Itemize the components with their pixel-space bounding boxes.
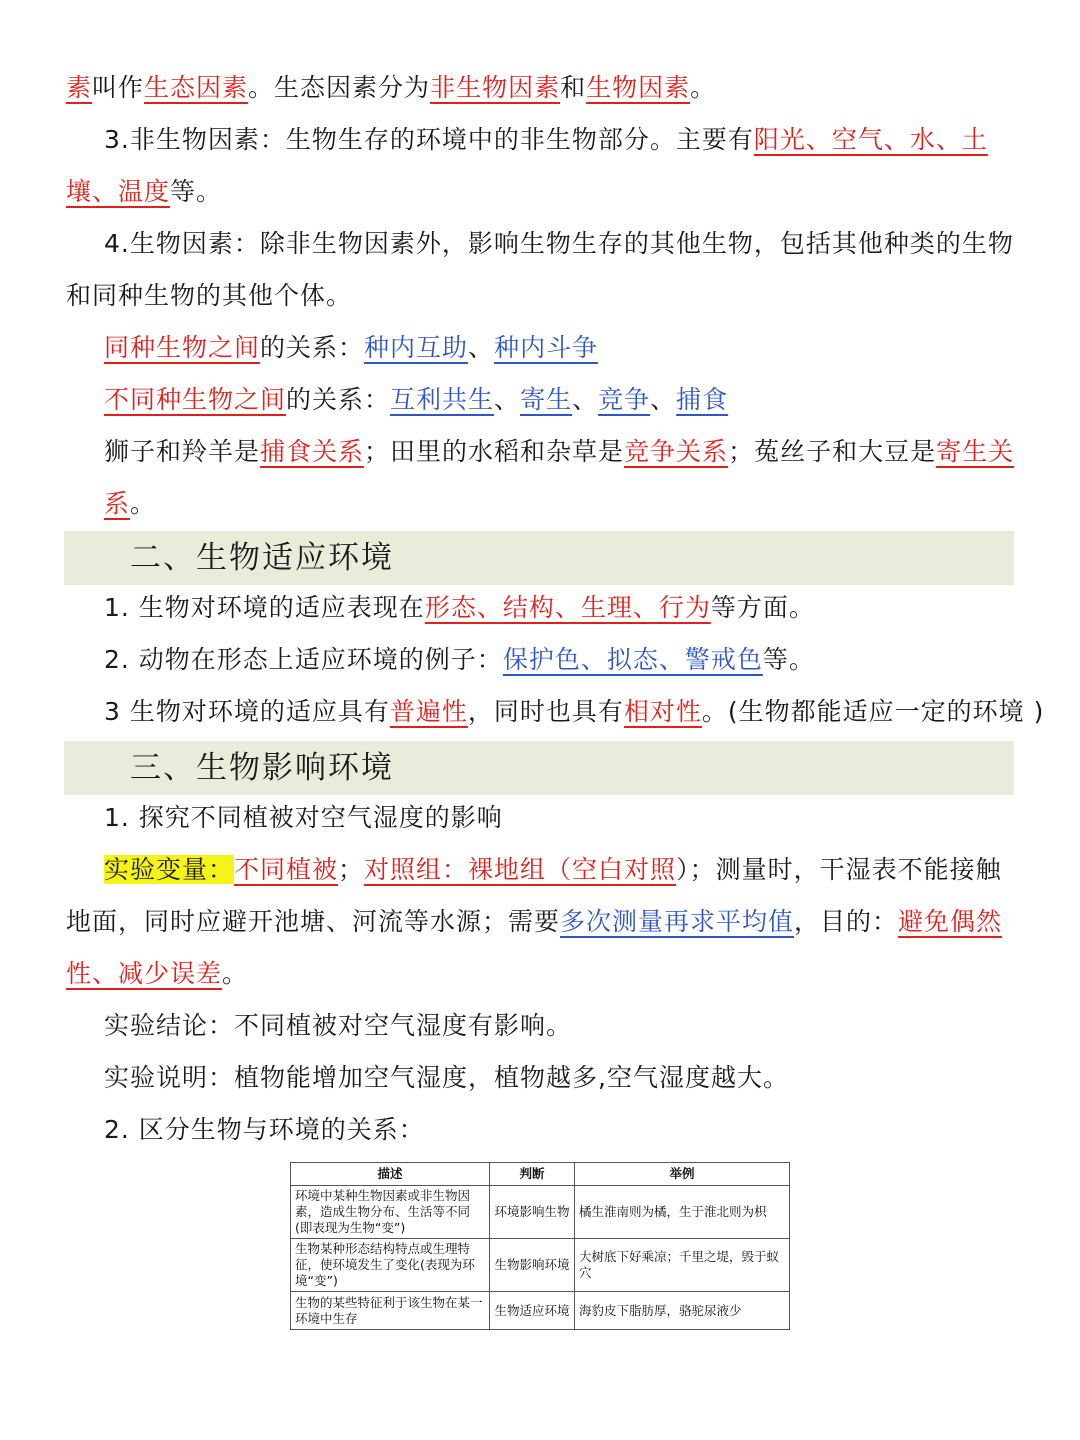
text-line: [0, 792, 1080, 844]
section-title: 三、生物影响环境: [130, 750, 394, 786]
highlighted-label: 实验变量：: [104, 855, 235, 884]
row-judgement: 生物适应环境: [490, 1292, 575, 1330]
example-term: 捕食: [676, 385, 729, 414]
text-line: [0, 844, 1080, 896]
row-description: 环境中某种生物因素或非生物因素，造成生物分布、生活等不同(即表现为生物“变”): [291, 1186, 490, 1239]
text-segment: 叫作: [92, 73, 145, 102]
example-term: 多次测量再求平均值: [560, 907, 795, 936]
row-judgement: 生物影响环境: [490, 1239, 575, 1292]
text-line: [0, 218, 1080, 270]
key-term: 同种生物之间: [104, 333, 261, 362]
text-segment: 、: [494, 385, 521, 414]
text-segment: 。生态因素分为: [248, 73, 431, 102]
key-term: 系: [104, 489, 131, 518]
text-segment: 2. 动物在形态上适应环境的例子：: [104, 645, 503, 674]
text-line: [0, 166, 1080, 218]
key-term: 不同植被: [234, 855, 339, 884]
example-term: 保护色、拟态、警戒色: [502, 645, 763, 674]
key-term: 竞争关系: [624, 437, 729, 466]
text-line: [0, 582, 1080, 634]
key-term: 对照组：裸地组（空白对照: [364, 855, 677, 884]
key-term: 避免偶然: [898, 907, 1003, 936]
text-segment: 3.非生物因素：生物生存的环境中的非生物部分。主要有: [104, 125, 754, 154]
text-segment: 实验说明：植物能增加空气湿度，植物越多,空气湿度越大。: [104, 1063, 789, 1092]
key-term: 性、减少误差: [66, 959, 223, 988]
text-line: [0, 1052, 1080, 1104]
text-segment: ；田里的水稻和杂草是: [364, 437, 625, 466]
section-heading-band: [64, 531, 1014, 585]
text-segment: 狮子和羚羊是: [104, 437, 261, 466]
text-segment: 。: [222, 959, 249, 988]
text-segment: 。: [690, 73, 717, 102]
key-term: 相对性: [623, 697, 702, 726]
text-segment: ，同时也具有: [467, 697, 624, 726]
text-segment: 和: [560, 73, 587, 102]
key-term: 素: [66, 73, 93, 102]
text-segment: 、: [650, 385, 677, 414]
text-line: [0, 374, 1080, 426]
example-term: 互利共生: [390, 385, 495, 414]
key-term: 不同种生物之间: [104, 385, 287, 414]
text-segment: 等。: [170, 177, 223, 206]
text-segment: 。(生物都能适应一定的环境 ): [701, 697, 1045, 726]
example-term: 种内互助: [364, 333, 469, 362]
key-term: 捕食关系: [260, 437, 365, 466]
text-line: [0, 62, 1080, 114]
header-description: 描述: [291, 1163, 490, 1186]
section-title: 二、生物适应环境: [130, 540, 394, 576]
key-term: 生物因素: [586, 73, 691, 102]
row-example: 大树底下好乘凉；千里之堤，毁于蚁穴: [575, 1239, 790, 1292]
row-description: 生物的某些特征利于该生物在某一环境中生存: [291, 1292, 490, 1330]
key-term: 普遍性: [389, 697, 468, 726]
example-term: 寄生: [520, 385, 573, 414]
header-example: 举例: [575, 1163, 790, 1186]
text-line: [0, 896, 1080, 948]
text-line: [0, 1104, 1080, 1156]
text-segment: 、: [468, 333, 495, 362]
header-judgement: 判断: [490, 1163, 575, 1186]
section-heading-band: [64, 741, 1014, 795]
text-segment: 。: [130, 489, 157, 518]
text-segment: 2. 区分生物与环境的关系：: [104, 1115, 425, 1144]
text-line: [0, 948, 1080, 1000]
text-segment: ）；测量时，干湿表不能接触: [676, 855, 1002, 884]
table-header-row: [291, 1163, 790, 1186]
text-line: [0, 426, 1080, 478]
text-line: [0, 270, 1080, 322]
text-segment: 的关系：: [260, 333, 365, 362]
table-row: [291, 1186, 790, 1239]
text-line: [0, 634, 1080, 686]
text-line: [0, 322, 1080, 374]
key-term: 寄生关: [936, 437, 1015, 466]
relationship-table: [290, 1162, 790, 1330]
text-segment: 4.生物因素：除非生物因素外，影响生物生存的其他生物，包括其他种类的生物: [104, 229, 1014, 258]
text-segment: ；: [338, 855, 365, 884]
text-line: [0, 478, 1080, 530]
text-segment: 和同种生物的其他个体。: [66, 281, 353, 310]
key-term: 壤、温度: [66, 177, 171, 206]
row-description: 生物某种形态结构特点或生理特征，使环境发生了变化(表现为环境“变”): [291, 1239, 490, 1292]
text-segment: ；菟丝子和大豆是: [728, 437, 937, 466]
text-segment: 地面，同时应避开池塘、河流等水源；需要: [66, 907, 561, 936]
example-term: 竞争: [598, 385, 651, 414]
text-segment: 1. 探究不同植被对空气湿度的影响: [104, 803, 503, 832]
key-term: 阳光、空气、水、土: [753, 125, 988, 154]
text-segment: 3 生物对环境的适应具有: [104, 697, 390, 726]
table-row: [291, 1239, 790, 1292]
key-term: 生态因素: [144, 73, 249, 102]
row-judgement: 环境影响生物: [490, 1186, 575, 1239]
text-segment: 等。: [762, 645, 815, 674]
text-segment: 等方面。: [710, 593, 815, 622]
example-term: 种内斗争: [494, 333, 599, 362]
key-term: 非生物因素: [430, 73, 561, 102]
table-row: [291, 1292, 790, 1330]
text-line: [0, 1000, 1080, 1052]
key-term: 形态、结构、生理、行为: [424, 593, 711, 622]
text-segment: 1. 生物对环境的适应表现在: [104, 593, 425, 622]
row-example: 海豹皮下脂肪厚，骆驼尿液少: [575, 1292, 790, 1330]
text-segment: 实验结论：不同植被对空气湿度有影响。: [104, 1011, 573, 1040]
text-segment: 、: [572, 385, 599, 414]
row-example: 橘生淮南则为橘，生于淮北则为枳: [575, 1186, 790, 1239]
text-segment: ，目的：: [794, 907, 899, 936]
text-line: [0, 114, 1080, 166]
text-line: [0, 686, 1080, 738]
text-segment: 的关系：: [286, 385, 391, 414]
